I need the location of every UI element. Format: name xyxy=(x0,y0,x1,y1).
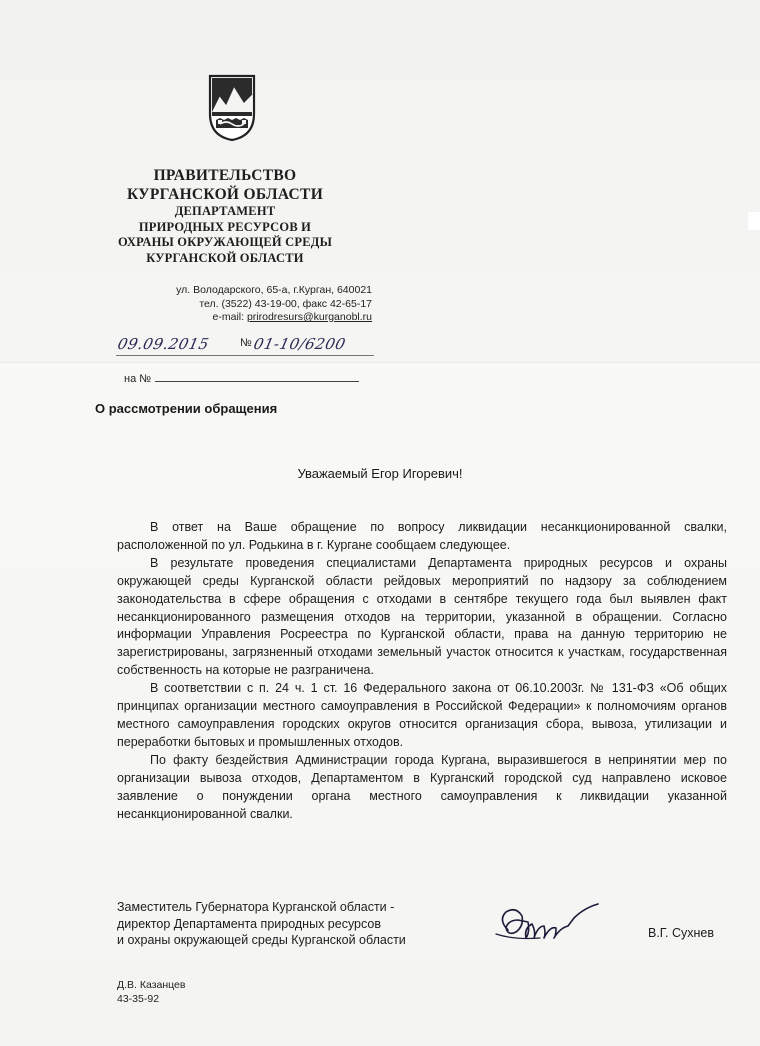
contact-block xyxy=(136,284,372,325)
email-label: e-mail: xyxy=(212,311,247,323)
reply-to-blank xyxy=(155,371,359,382)
executor-name: Д.В. Казанцев xyxy=(117,979,186,991)
department-line4: КУРГАНСКОЙ ОБЛАСТИ xyxy=(146,250,304,265)
email-line xyxy=(136,311,372,325)
signer-title-line2: директор Департамента природных ресурсов xyxy=(117,916,381,931)
number-sign: № xyxy=(240,337,252,349)
outgoing-reference xyxy=(116,335,386,361)
government-title-line2: КУРГАНСКОЙ ОБЛАСТИ xyxy=(126,186,324,203)
signer-title xyxy=(117,899,477,949)
letter-subject: О рассмотрении обращения xyxy=(95,401,278,416)
phone-fax: тел. (3522) 43-19-00, факс 42-65-17 xyxy=(199,297,372,310)
department-line3: ОХРАНЫ ОКРУЖАЮЩЕЙ СРЕДЫ xyxy=(117,235,333,249)
email-address: prirodresurs@kurganobl.ru xyxy=(246,311,372,323)
executor-phone: 43-35-92 xyxy=(117,993,160,1005)
government-title-line1: ПРАВИТЕЛЬСТВО xyxy=(153,167,297,184)
executor-block xyxy=(117,978,185,1006)
paragraph-1: В ответ на Ваше обращение по вопросу ликвидации несанкционированной свалки, расположенной по ул. Родькина в г. Кургане сообщаем следующее. xyxy=(117,520,727,552)
salutation: Уважаемый Егор Игоревич! xyxy=(297,466,463,481)
address: ул. Володарского, 65-а, г.Курган, 640021 xyxy=(176,284,372,296)
signer-title-line1: Заместитель Губернатора Курганской области - xyxy=(117,900,395,914)
fold-line xyxy=(0,362,760,363)
department-line2: ПРИРОДНЫХ РЕСУРСОВ И xyxy=(138,219,312,234)
outgoing-date: 09.09.2015 xyxy=(116,335,211,353)
department-line1: ДЕПАРТАМЕНТ xyxy=(174,204,276,218)
reference-baseline xyxy=(116,355,374,356)
reply-to-reference xyxy=(124,371,359,385)
reply-to-label: на № xyxy=(124,373,152,385)
signer-name: В.Г. Сухнев xyxy=(648,926,715,940)
letter-body xyxy=(117,519,727,823)
page-edge-notch xyxy=(748,212,760,230)
signer-title-line3: и охраны окружающей среды Курганской области xyxy=(117,933,406,947)
handwritten-signature xyxy=(494,898,610,954)
outgoing-number: 01-10/6200 xyxy=(252,335,348,353)
paragraph-4: По факту бездействия Администрации города Кургана, выразившегося в непринятии мер по организации вывоза отходов, Департаментом в Курганский городской суд направлено исковое заявление о понуждении органа местного самоуправления к ликвидации указанной несанкционированной свалки. xyxy=(117,752,727,821)
coat-of-arms-icon xyxy=(208,74,256,142)
paragraph-2: В результате проведения специалистами Департамента природных ресурсов и охраны окружающей среды Курганской области рейдовых мероприятий по надзору за соблюдением законодательства в сфере обращения с отходами в сентябре текущего года был выявлен факт несанкционированного размещения отходов на территории, указанной в обращении. Согласно информации Управления Росреестра по Курганской области, права на данную территорию не зарегистрированы, загрязненный отходами земельный участок относится к участкам, государственная собственность на которые не разграничена. xyxy=(117,555,727,678)
paragraph-3: В соответствии с п. 24 ч. 1 ст. 16 Федерального закона от 06.10.2003г. № 131-ФЗ «Об общих принципах организации местного самоуправления в Российской Федерации» к полномочиям органов местного самоуправления городских округов относится организация сбора, вывоза, утилизации и переработки бытовых и промышленных отходов. xyxy=(117,681,727,749)
letterhead xyxy=(95,166,355,266)
